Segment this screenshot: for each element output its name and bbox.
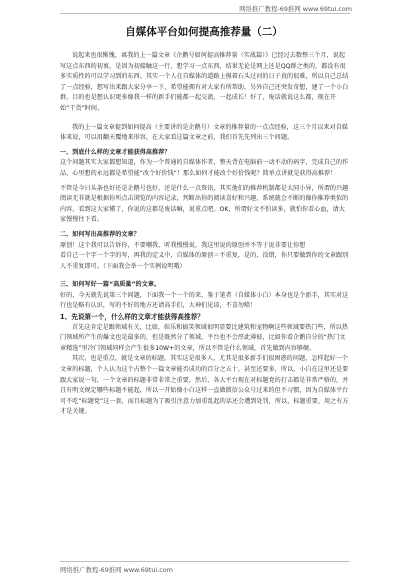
subsection-1-heading: 1、先说第一个，什么样的文章才能获得高推荐？ — [60, 313, 204, 322]
page-title: 自媒体平台如何提高推荐量（二） — [125, 26, 283, 38]
question-1-paragraph-b: 不管是今日头条也好还是企鹅号也好，还是什么一点资讯，其实他们的推荐机制都是大同小异，所谓的兴趣阅读无非就是根据你所点击浏览的内容记录，判断出你的阅读喜好和兴趣，系统就会不断的像你推荐类似的内容，看到这大家懂了，你说的这都是废话嘛，说重点吧。OK，所谓好文不怕读多，就怕你看心血，请大家慢慢往下看。 — [60, 184, 349, 224]
header-site-name: 网络推广教程-69推网 www.69tui.com — [239, 5, 352, 13]
question-2-heading: 二、如何写出高推荐的文章？ — [60, 230, 140, 238]
question-1-heading: 一、到底什么样的文章才能获得高推荐？ — [60, 148, 171, 156]
article-body — [60, 51, 350, 418]
subsection-1-paragraph-a: 首先这肯定是跟领域有关，比如，娱乐和搞笑领域很明显要比建筑和宠物啊这些领域要热门些，所以热门领域所产生的爆文也是最多的，但是既然分了领域，平台也不会厚此薄彼，比如你看企鹅自分的“热门文章精选”里冷门领域同样会产生很多10W+的文章，所以不管是什么领域，首先做到内容够硬。 — [60, 323, 349, 352]
question-1-paragraph-a: 这个问题其实大家都想知道，作为一个普通的自媒体作者，整天背在电脑前一动不动的码字，完成自己的作品，心里想的永远都是希望能“改个好价钱”！那么如何才能改个好价钱呢？简单点讲就是获得高推荐！ — [60, 159, 349, 177]
summary-paragraph: 我的上一篇文章提到如何提高（主要讲的是企鹅号）文章的推荐量的一点点经验，这三个月以来对自媒体来说，可以用翻天覆地来形容，在大家看这篇文章之前，我们首先先列出三个问题。 — [60, 123, 349, 142]
footer-site-name: 网络推广教程-69推网 www.69tui.com — [60, 566, 173, 574]
subsection-1-paragraph-b: 其次，也是重点，就是文章的标题，其实这是很多人，尤其是很多新手们很困惑的问题，怎样起好一个文章的标题，个人认为这个占整个一篇文章能否成功的百分之五十，甚至还要多，所以，小白在这里还是要跟大家说一句，一个文章的标题非常非常之重要，然后，各大平台现在对标题党的打击都是非常严格的，并且有明文规定哪些标题不能起，所以一开始像小白这样一直做微信公众号过来的但不习惯，因为自媒体平台可不吃“标题党”这一套，而且标题为了吸引注意力加重乱起的话还会遭到处罚，所以，标题重要，用之有方才是关键。 — [60, 355, 349, 416]
question-2-paragraph-a: 原创！这个我可以告诉你，不要嘲我，听我慢慢说，我这里说的原创并不等于说非要让你想 — [60, 241, 306, 249]
question-3-paragraph: 好的，今天就先说第三个问题，下面我一个一个的来，鉴于笔者（自媒体小白）本身也是个新手，其实对这行也是略有认识，写的不好的地方还请高手们，大神们见谅，不喜勿喷！ — [60, 291, 349, 310]
question-2-paragraph-b: 看自己一个字一个字的写，再我的定义中，自媒体的原创＝不重复，是的，没错，你只要做到你的文章跟别人不重复即可。（下面我会举一个实例说明哦） — [60, 252, 349, 270]
intro-paragraph: 说起来也很惭愧，离我的上一篇文章《企鹅号如何提高推荐量（实战篇）》已经过去数整三个月，说起写这点东西的初衷，是因为初接触这一行，想学习一点东西，结果无论是网上还是QQ群之类的，都没有很多实质性的可以学习到的东西。其实一个人在自媒体的道路上摸着石头过河的日子真的很难，所以自己总结了一点经验，想写出来跟大家分享一下，希望能拥有对大家有所帮助，另外自己还突发奇想，建了一个小白群，目的也是想认识更多像我一样的新手们能都一起交流，一起成长！好了，废话就说这么都，现在开始“干货”时间。 — [60, 52, 349, 112]
footer-divider — [60, 561, 350, 562]
question-3-heading: 三、如何写好一篇“高质量”的文章。 — [60, 281, 161, 289]
header-divider — [60, 13, 350, 14]
